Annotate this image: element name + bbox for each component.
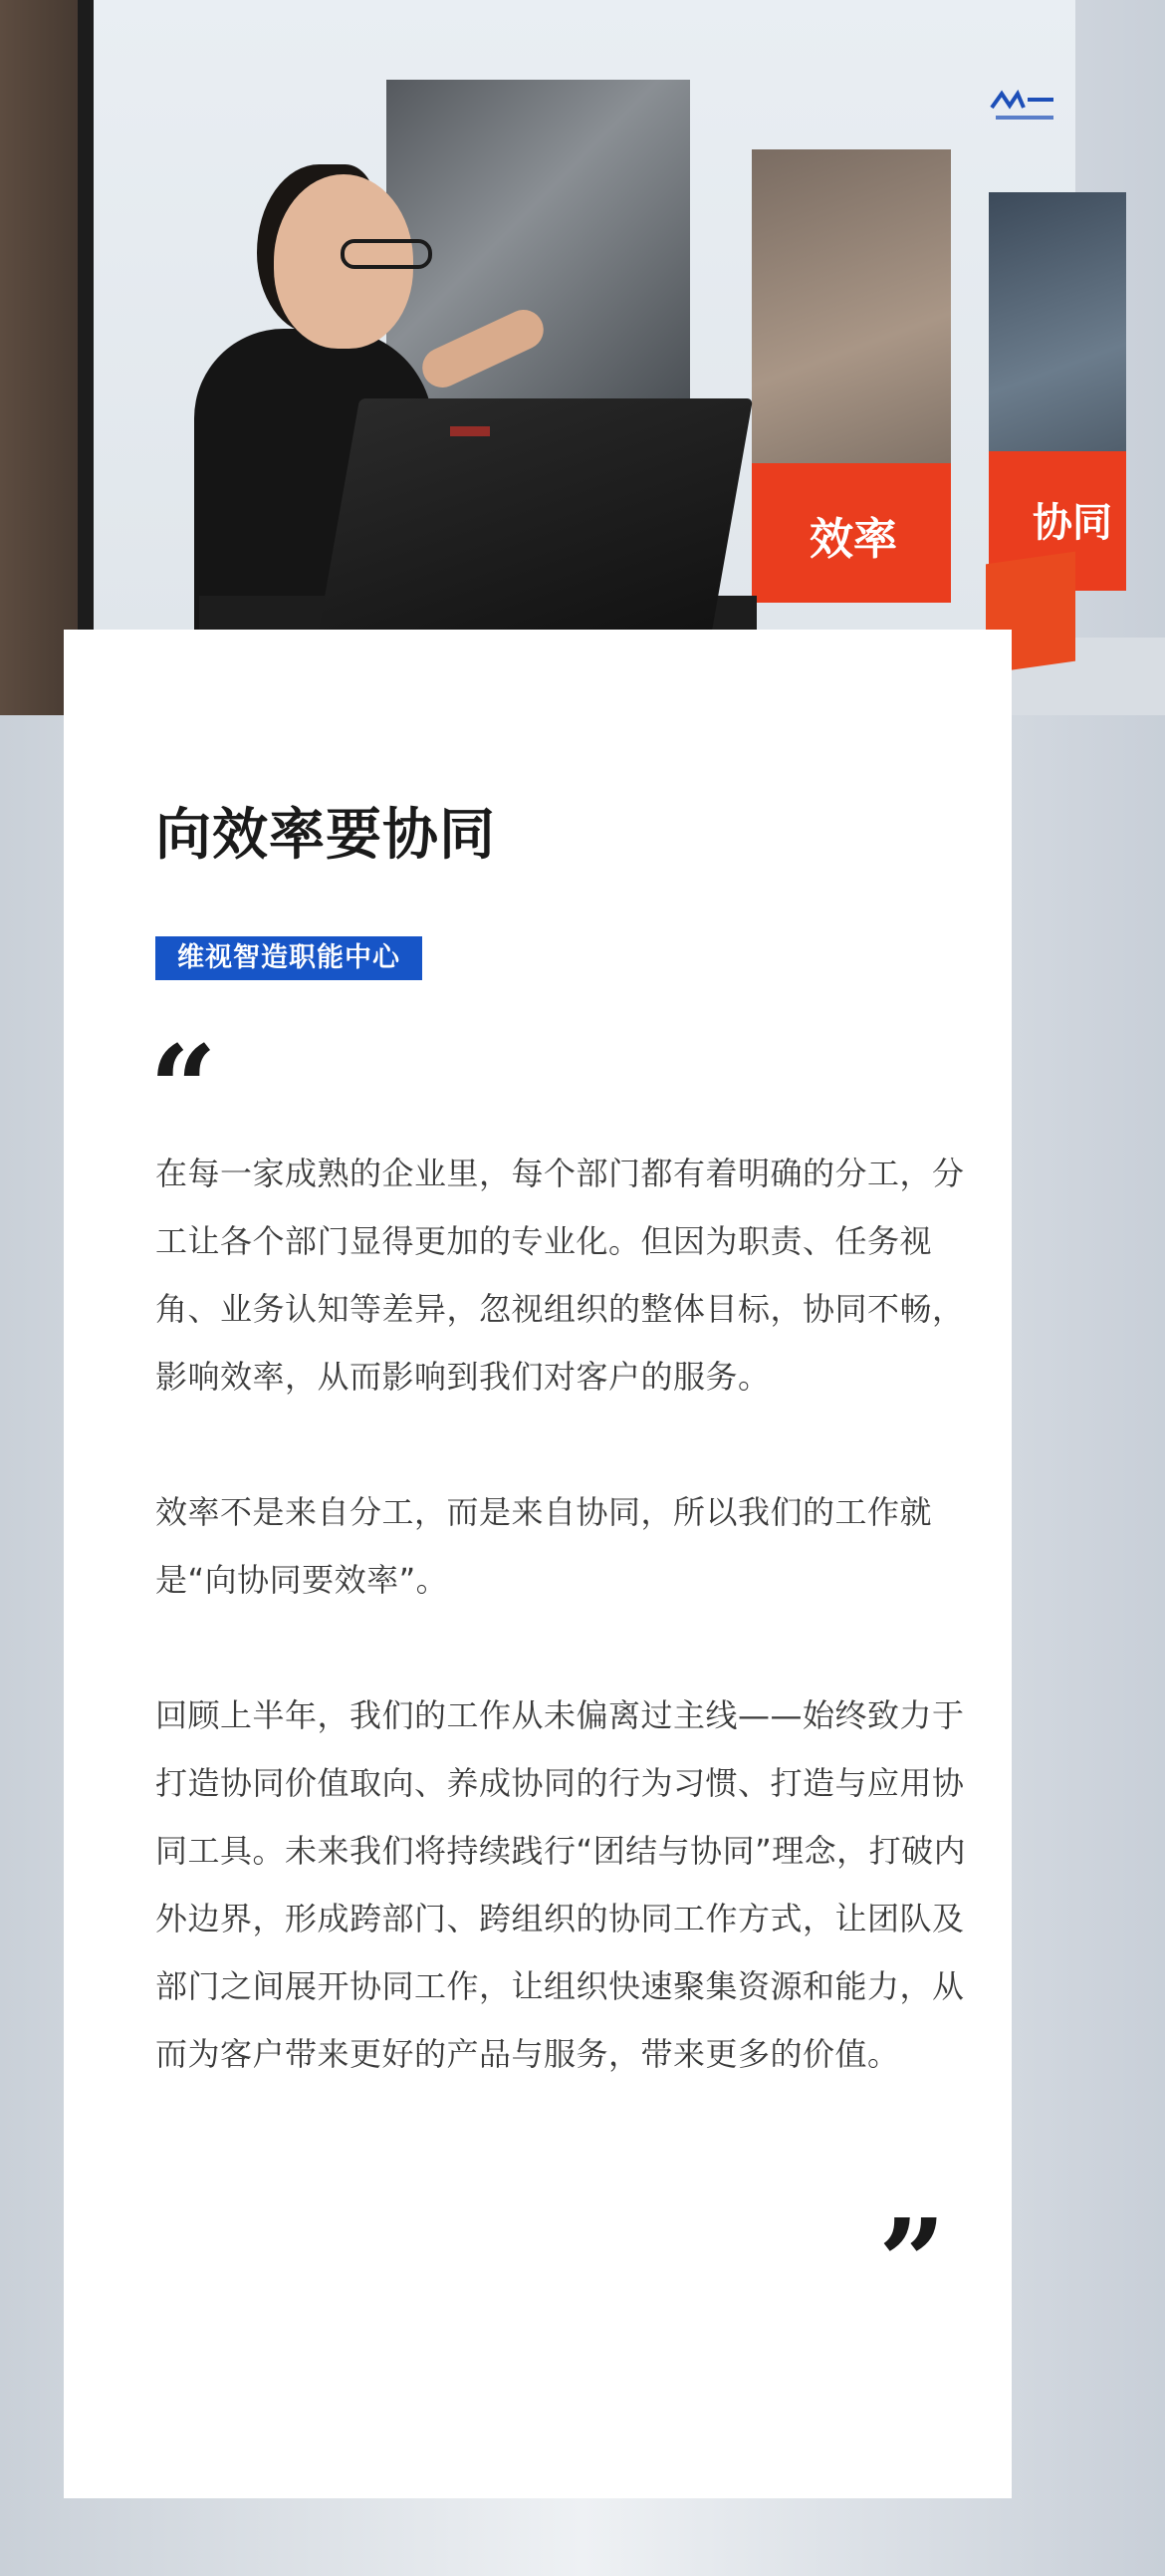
article-body — [155, 1140, 994, 2088]
paragraph: 回顾上半年，我们的工作从未偏离过主线——始终致力于打造协同价值取向、养成协同的行为习惯、打造与应用协同工具。未来我们将持续践行“团结与协同”理念，打破内外边界，形成跨部门、跨组织的协同工作方式，让团队及部门之间展开协同工作，让组织快速聚集资源和能力，从而为客户带来更好的产品与服务，带来更多的价值。 — [155, 1696, 967, 2073]
company-logo-icon — [988, 86, 1057, 131]
article-card — [64, 630, 1012, 2498]
department-tag: 维视智造职能中心 — [155, 936, 422, 980]
slide-label-efficiency: 效率 — [810, 514, 897, 565]
paragraph: 效率不是来自分工，而是来自协同，所以我们的工作就是“向协同要效率”。 — [155, 1493, 933, 1599]
open-quote-icon: “ — [149, 1019, 217, 1158]
laptop-logo-icon — [450, 426, 490, 436]
glasses-icon — [341, 239, 432, 269]
article-title: 向效率要协同 — [155, 803, 496, 868]
slide-label-collaboration: 协同 — [1033, 500, 1112, 546]
wall-background — [0, 0, 90, 715]
header-photo — [0, 0, 1112, 715]
paragraph: 在每一家成熟的企业里，每个部门都有着明确的分工，分工让各个部门显得更加的专业化。但因为职责、任务视角、业务认知等差异，忽视组织的整体目标，协同不畅，影响效率，从而影响到我们对客户的服务。 — [155, 1155, 965, 1396]
slide-card-collaboration — [989, 192, 1126, 591]
laptop — [318, 398, 753, 638]
slide-card-efficiency — [752, 149, 951, 603]
screen-bezel — [78, 0, 94, 715]
close-quote-icon: ” — [878, 2192, 946, 2331]
